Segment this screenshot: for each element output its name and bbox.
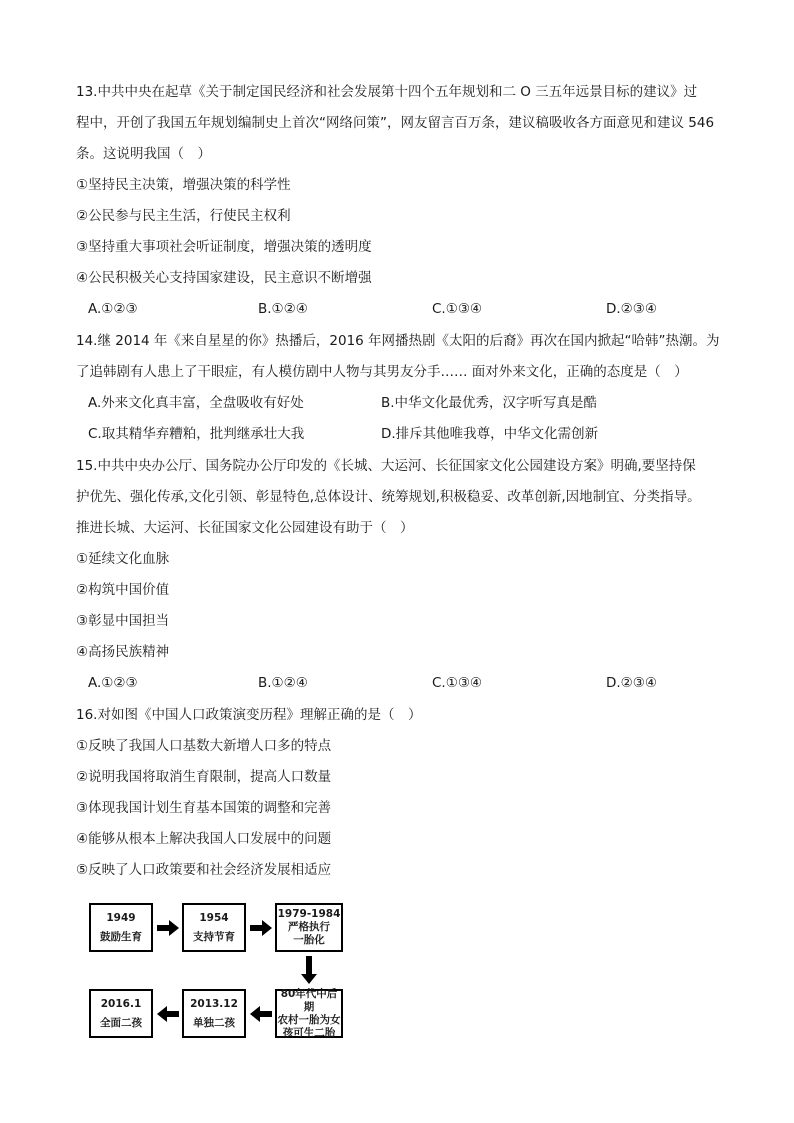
box-2016-text: 全面二孩 [100,1016,142,1029]
q15-option-b: B.①②④ [258,675,308,691]
q13-statement-2: ②公民参与民主生活，行使民主权利 [76,208,291,224]
q16-statement-5: ⑤反映了人口政策要和社会经济发展相适应 [76,862,332,878]
q15-option-c: C.①③④ [432,675,483,691]
q13-option-a: A.①②③ [88,301,138,317]
q15-statement-3: ③彰显中国担当 [76,613,170,629]
box-1979-line2: 严格执行 [288,921,330,933]
arrow-right-icon [157,920,179,936]
q15-stem-line1: 15.中共中央办公厅、国务院办公厅印发的《长城、大运河、长征国家文化公园建设方案》明确,要坚持保 [76,458,696,474]
q15-stem-line2: 护优先、强化传承,文化引领、彰显特色,总体设计、统筹规划,积极稳妥、改革创新,因地制宜、分类指导。 [76,489,701,505]
q14-option-a: A.外来文化真丰富，全盘吸收有好处 [88,395,304,411]
q14-stem-line1: 14.继 2014 年《来自星星的你》热播后，2016 年网播热剧《太阳的后裔》再次在国内掀起“哈韩”热潮。为 [76,333,720,349]
box-2013-year: 2013.12 [190,997,238,1010]
q13-option-d: D.②③④ [606,301,657,317]
q13-statement-3: ③坚持重大事项社会听证制度，增强决策的透明度 [76,239,372,255]
box-2016 [89,989,153,1038]
q13-stem-line1: 13.中共中央在起草《关于制定国民经济和社会发展第十四个五年规划和二 O 三五年远景目标的建议》过 [76,84,698,100]
q13-statement-4: ④公民积极关心支持国家建设，民主意识不断增强 [76,270,372,286]
q15-statement-4: ④高扬民族精神 [76,644,170,660]
q13-option-b: B.①②④ [258,301,308,317]
box-1954-year: 1954 [199,911,229,924]
box-80s [275,989,343,1038]
q15-option-a: A.①②③ [88,675,138,691]
box-1979-line3: 一胎化 [293,934,325,946]
q15-statement-2: ②构筑中国价值 [76,582,170,598]
q13-stem-line3: 条。这说明我国（ ） [76,146,211,162]
q14-option-b: B.中华文化最优秀，汉字听写真是酷 [381,395,598,411]
arrow-right-icon [250,920,272,936]
q16-statement-4: ④能够从根本上解决我国人口发展中的问题 [76,831,332,847]
box-1949-year: 1949 [106,911,136,924]
q13-option-c: C.①③④ [432,301,483,317]
box-80s-line3: 孩可生二胎 [282,1026,336,1039]
box-1954 [182,903,246,952]
box-2016-year: 2016.1 [100,997,142,1010]
q15-option-d: D.②③④ [606,675,657,691]
box-1954-text: 支持节育 [193,930,235,943]
box-2013-12 [182,989,246,1038]
q16-statement-3: ③体现我国计划生育基本国策的调整和完善 [76,800,332,816]
q16-stem: 16.对如图《中国人口政策演变历程》理解正确的是（ ） [76,707,422,723]
box-1979-year: 1979-1984 [277,908,341,920]
box-1979-1984 [275,903,343,952]
box-1949-text: 鼓励生育 [100,930,142,943]
box-2013-text: 单独二孩 [193,1016,235,1029]
box-80s-line2: 农村一胎为女 [277,1013,341,1026]
arrow-left-icon [250,1006,272,1022]
arrow-down-icon [301,956,317,984]
q16-statement-1: ①反映了我国人口基数大新增人口多的特点 [76,738,332,754]
q13-stem-line2: 程中，开创了我国五年规划编制史上首次“网络问策”，网友留言百万条，建议稿吸收各方面意见和建议 546 [76,115,715,131]
q14-stem-line2: 了追韩剧有人患上了干眼症，有人模仿剧中人物与其男友分手…… 面对外来文化，正确的态度是（ ） [76,364,688,380]
q16-statement-2: ②说明我国将取消生育限制，提高人口数量 [76,769,332,785]
q15-stem-line3: 推进长城、大运河、长征国家文化公园建设有助于（ ） [76,520,414,536]
q14-option-c: C.取其精华弃糟粕，批判继承壮大我 [88,426,305,442]
q14-option-d: D.排斥其他唯我尊，中华文化需创新 [381,426,599,442]
box-80s-line1: 80年代中后期 [280,987,338,1013]
arrow-left-icon [157,1006,179,1022]
q13-statement-1: ①坚持民主决策，增强决策的科学性 [76,177,291,193]
box-1949 [89,903,153,952]
q15-statement-1: ①延续文化血脉 [76,551,170,567]
